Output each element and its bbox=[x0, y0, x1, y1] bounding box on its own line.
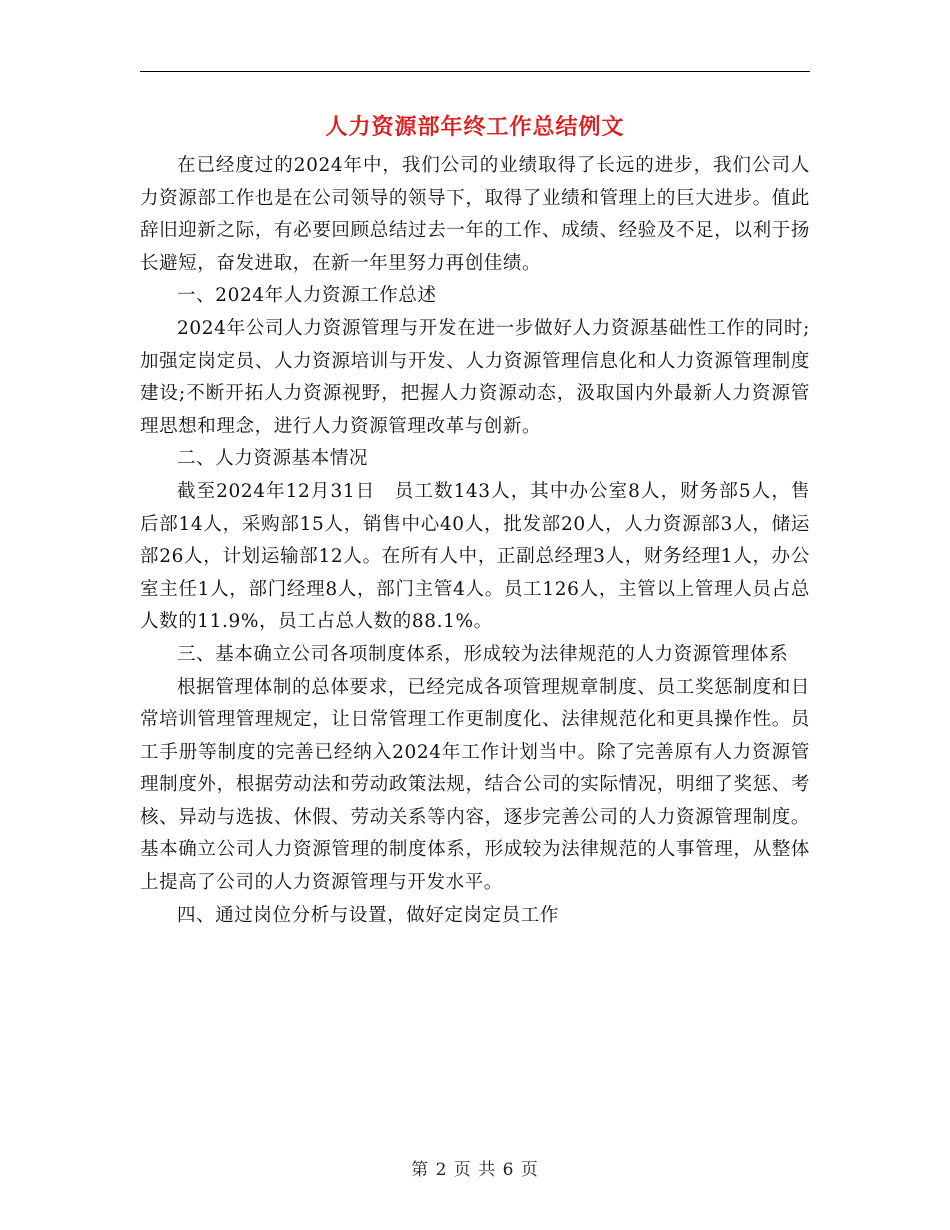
page-number: 第 2 页 共 6 页 bbox=[411, 1160, 539, 1180]
header-rule bbox=[140, 71, 810, 72]
section-heading-2: 二、人力资源基本情况 bbox=[177, 448, 369, 470]
document-body bbox=[140, 150, 810, 932]
paragraph-intro: 在已经度过的2024年中，我们公司的业绩取得了长远的进步，我们公司人力资源部工作也是在公司领导的领导下，取得了业绩和管理上的巨大进步。值此辞旧迎新之际，有必要回顾总结过去一年的工作、成绩、经验及不足，以利于扬长避短，奋发进取，在新一年里努力再创佳绩。 bbox=[140, 155, 810, 274]
section-heading-1: 一、2024年人力资源工作总述 bbox=[177, 285, 437, 307]
section-heading-3: 三、基本确立公司各项制度体系，形成较为法律规范的人力资源管理体系 bbox=[177, 643, 789, 665]
paragraph-regulations: 根据管理体制的总体要求，已经完成各项管理规章制度、员工奖惩制度和日常培训管理管理规定，让日常管理工作更制度化、法律规范化和更具操作性。员工手册等制度的完善已经纳入2024年工作计划当中。除了完善原有人力资源管理制度外，根据劳动法和劳动政策法规，结合公司的实际情况，明细了奖惩、考核、异动与选拔、休假、劳动关系等内容，逐步完善公司的人力资源管理制度。基本确立公司人力资源管理的制度体系，形成较为法律规范的人事管理，从整体上提高了公司的人力资源管理与开发水平。 bbox=[140, 676, 810, 894]
document-title: 人力资源部年终工作总结例文 bbox=[325, 114, 625, 140]
section-heading-4: 四、通过岗位分析与设置，做好定岗定员工作 bbox=[177, 904, 560, 926]
paragraph-overview: 2024年公司人力资源管理与开发在进一步做好人力资源基础性工作的同时;加强定岗定员、人力资源培训与开发、人力资源管理信息化和人力资源管理制度建设;不断开拓人力资源视野，把握人力资源动态，汲取国内外最新人力资源管理思想和理念，进行人力资源管理改革与创新。 bbox=[140, 317, 810, 437]
paragraph-staffing: 截至2024年12月31日 员工数143人，其中办公室8人，财务部5人，售后部14人，采购部15人，销售中心40人，批发部20人，人力资源部3人，储运部26人，计划运输部12人。在所有人中，正副总经理3人，财务经理1人，办公室主任1人，部门经理8人，部门主管4人。员工126人，主管以上管理人员占总人数的11.9%，员工占总人数的88.1%。 bbox=[140, 480, 810, 633]
